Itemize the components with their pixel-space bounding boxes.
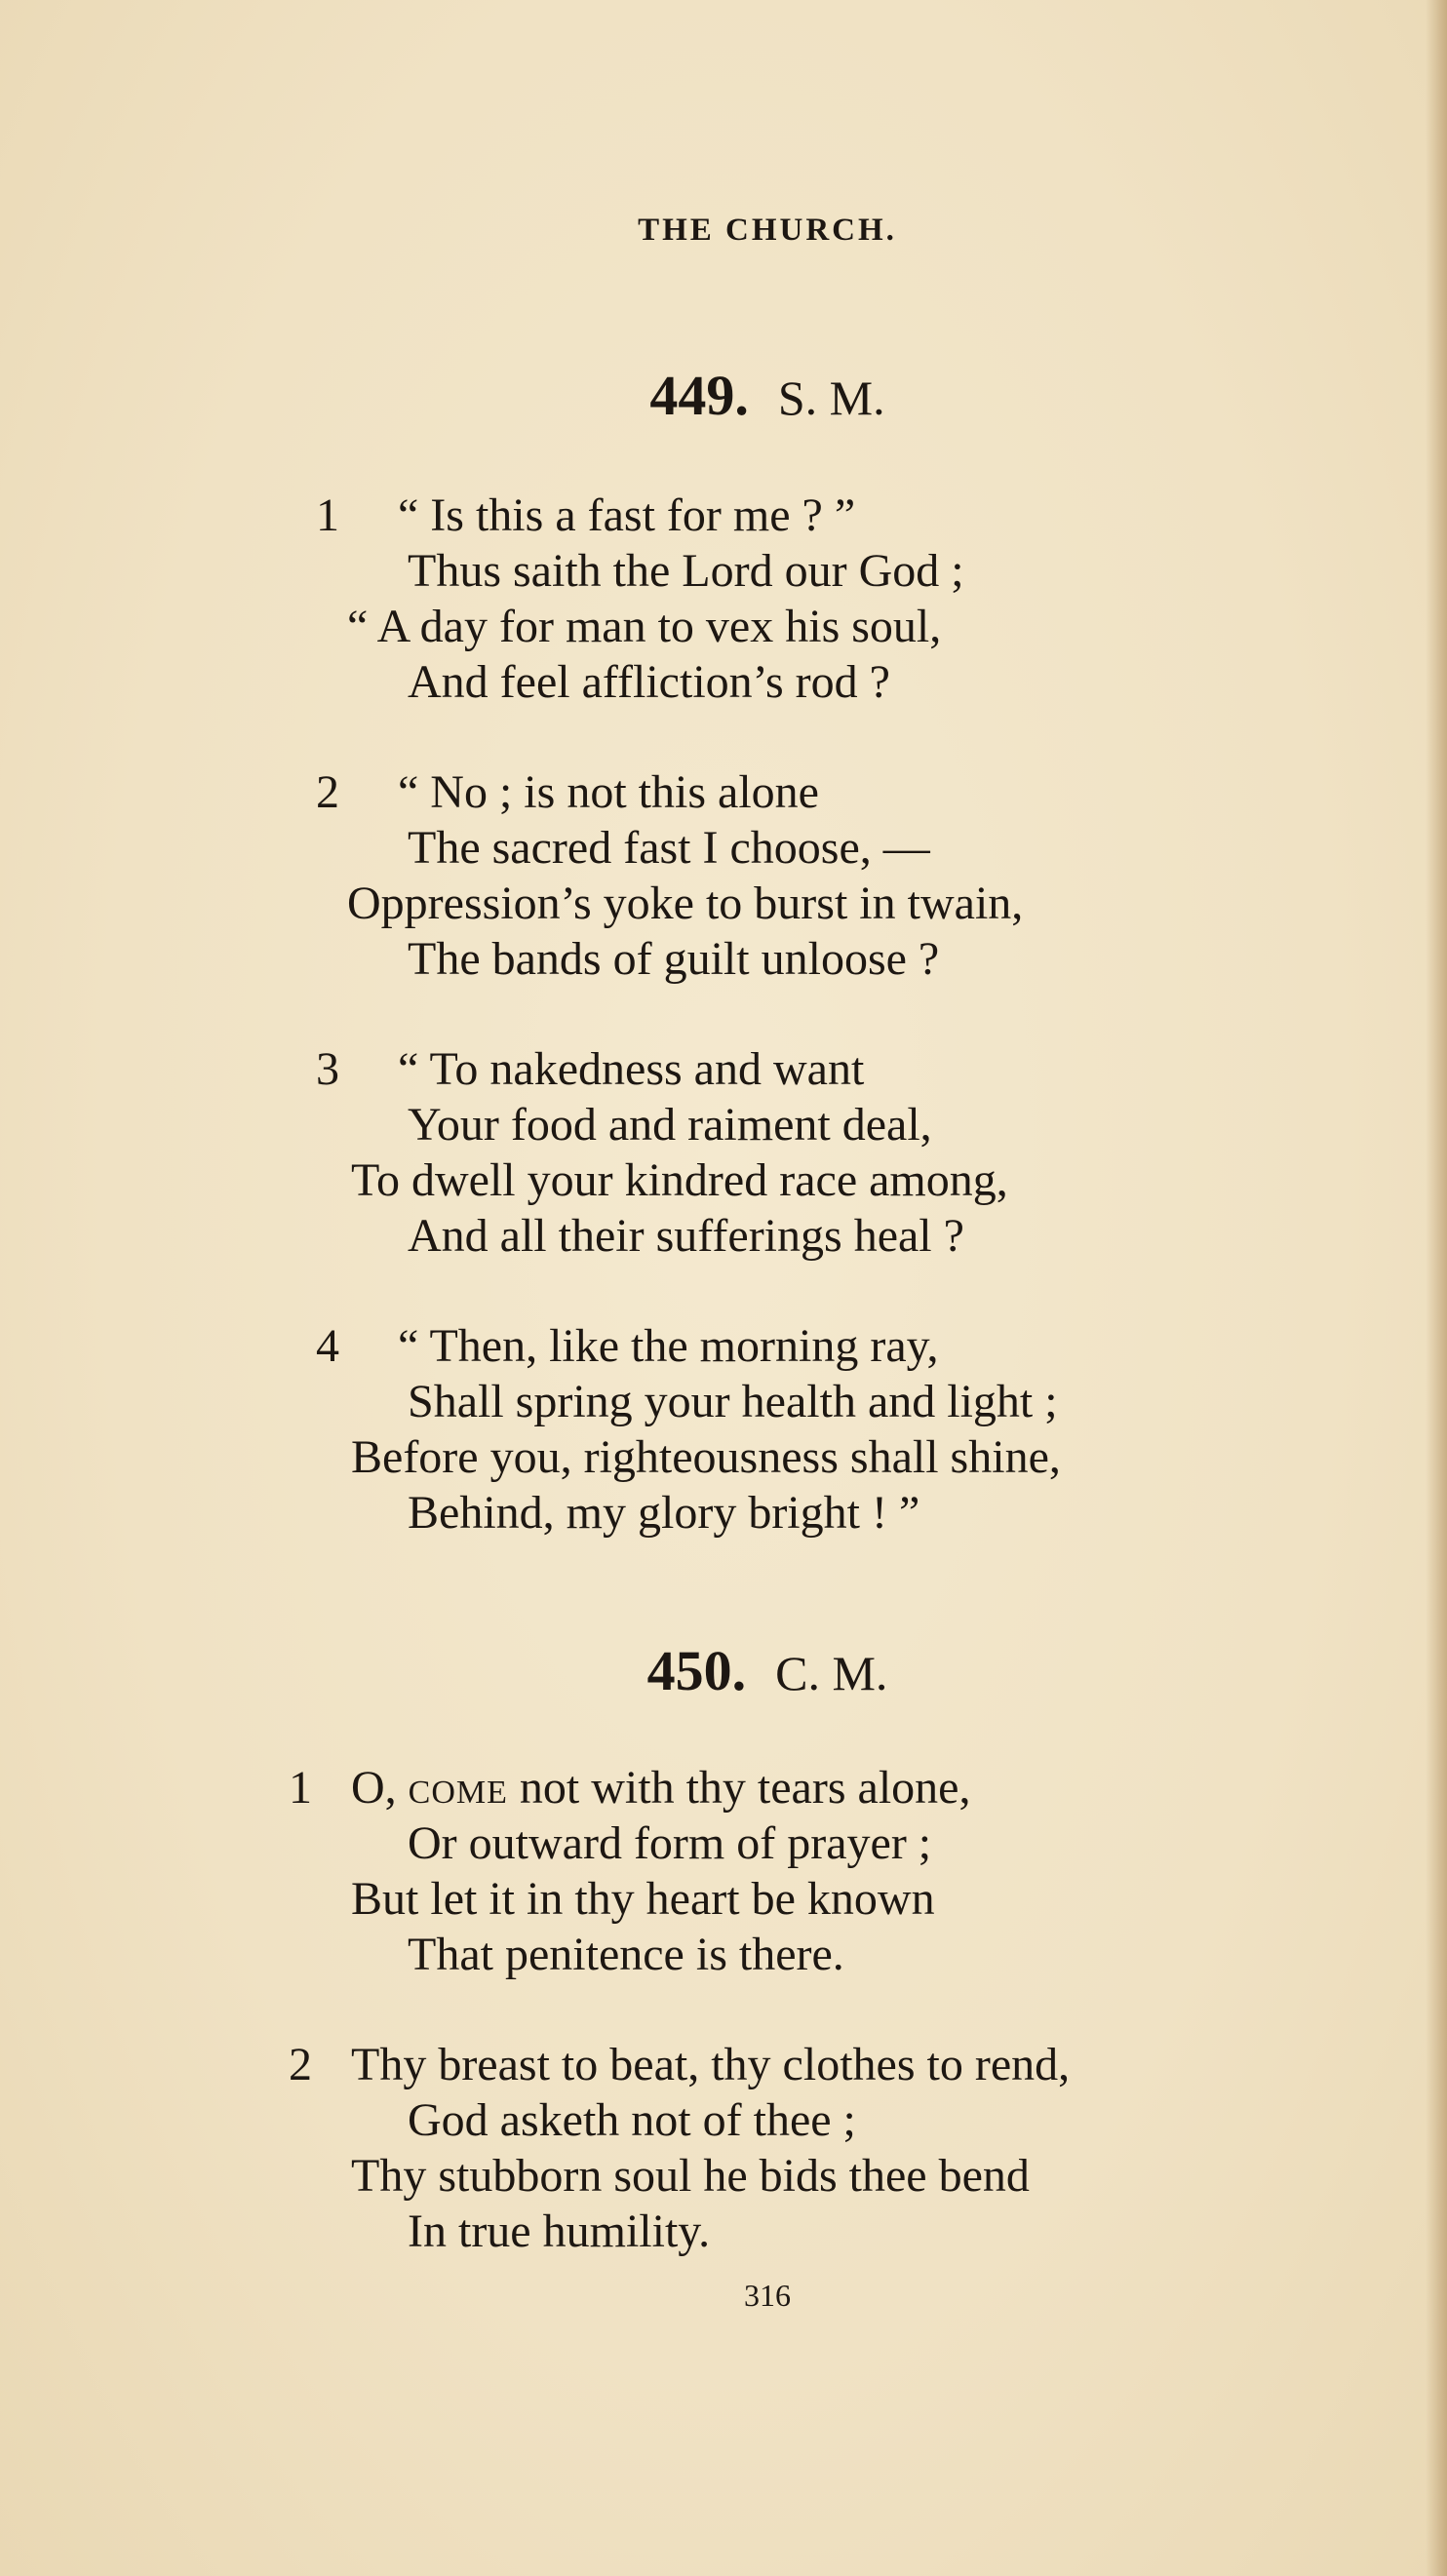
verse-line: “ Is this a fast for me ? ”	[398, 489, 856, 541]
verse-line: Or outward form of prayer ;	[408, 1817, 932, 1869]
verse-line: Before you, righteousness shall shine,	[351, 1431, 1061, 1483]
verse-line: “ No ; is not this alone	[398, 766, 819, 818]
verse-line: Thy stubborn soul he bids thee bend	[351, 2150, 1030, 2202]
verse-line: The bands of guilt unloose ?	[408, 933, 940, 985]
stanza-number: 2	[316, 766, 339, 818]
verse-line-rest: not with thy tears alone,	[507, 1762, 971, 1814]
verse-line: “ Then, like the morning ray,	[398, 1320, 939, 1372]
verse-line: The sacred fast I choose, —	[408, 822, 930, 874]
stanza-number: 1	[289, 1762, 312, 1814]
verse-line: Oppression’s yoke to burst in twain,	[347, 878, 1024, 929]
verse-line: Your food and raiment deal,	[408, 1099, 932, 1151]
hymn-number: 450.	[646, 1639, 747, 1702]
verse-line: God asketh not of thee ;	[408, 2094, 856, 2146]
verse-line: To dwell your kindred race among,	[351, 1154, 1008, 1206]
verse-line: Thy breast to beat, thy clothes to rend,	[351, 2039, 1071, 2090]
stanza-number: 1	[316, 489, 339, 541]
verse-line: But let it in thy heart be known	[351, 1873, 935, 1925]
hymn-meter: S. M.	[777, 371, 885, 425]
first-word: O,	[351, 1762, 397, 1814]
verse-line: Behind, my glory bright ! ”	[408, 1487, 920, 1539]
hymn-449-heading	[0, 363, 1447, 428]
verse-line: And feel affliction’s rod ?	[408, 656, 890, 708]
verse-line: And all their sufferings heal ?	[408, 1210, 964, 1262]
small-caps-word: come	[408, 1762, 508, 1814]
stanza-number: 2	[289, 2039, 312, 2090]
stanza-number: 4	[316, 1320, 339, 1372]
verse-line: “ To nakedness and want	[398, 1043, 865, 1095]
running-head: THE CHURCH.	[638, 213, 897, 248]
page-number: 316	[744, 2278, 791, 2313]
verse-line: In true humility.	[408, 2205, 711, 2257]
verse-line-first	[351, 1760, 970, 1815]
hymn-meter: C. M.	[775, 1646, 888, 1700]
verse-line: Thus saith the Lord our God ;	[408, 545, 964, 597]
verse-line: That penitence is there.	[408, 1929, 844, 1980]
verse-line: Shall spring your health and light ;	[408, 1376, 1058, 1427]
stanza-number: 3	[316, 1043, 339, 1095]
hymn-450-heading	[0, 1638, 1447, 1703]
verse-line: “ A day for man to vex his soul,	[347, 601, 942, 652]
hymn-number: 449.	[649, 364, 749, 427]
